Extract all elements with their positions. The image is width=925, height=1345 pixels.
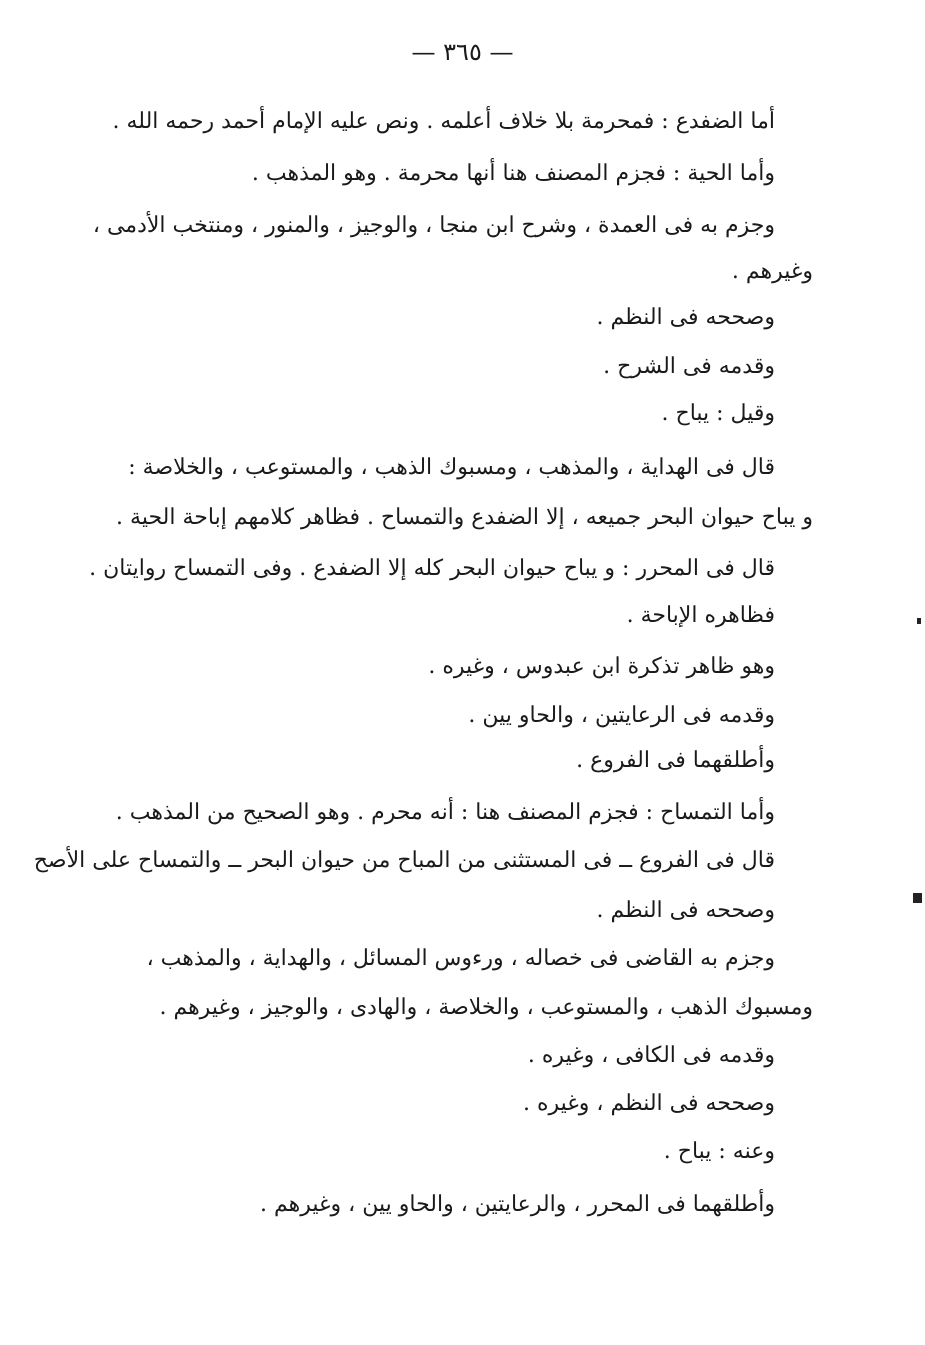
text-line: وأطلقهما فى المحرر ، والرعايتين ، والحاو يين ، وغيرهم . — [260, 1192, 775, 1217]
text-line: قال فى الهداية ، والمذهب ، ومسبوك الذهب ، والمستوعب ، والخلاصة : — [128, 455, 775, 480]
text-line: و يباح حيوان البحر جميعه ، إلا الضفدع والتمساح . فظاهر كلامهم إباحة الحية . — [116, 505, 813, 530]
text-line: وجزم به القاضى فى خصاله ، ورءوس المسائل ، والهداية ، والمذهب ، — [146, 946, 775, 971]
text-line: وهو ظاهر تذكرة ابن عبدوس ، وغيره . — [428, 654, 775, 679]
text-line: وقدمه فى الرعايتين ، والحاو يين . — [468, 703, 775, 728]
margin-mark — [917, 618, 921, 624]
text-line: وجزم به فى العمدة ، وشرح ابن منجا ، والوجيز ، والمنور ، ومنتخب الأدمى ، — [92, 213, 775, 238]
text-line: وعنه : يباح . — [663, 1139, 775, 1164]
text-line: فظاهره الإباحة . — [626, 603, 775, 628]
text-line: أما الضفدع : فمحرمة بلا خلاف أعلمه . ونص عليه الإمام أحمد رحمه الله . — [112, 109, 775, 134]
text-line: وأما التمساح : فجزم المصنف هنا : أنه محرم . وهو الصحيح من المذهب . — [115, 800, 775, 825]
page-number: — ٣٦٥ — — [411, 38, 514, 66]
text-line: وقيل : يباح . — [661, 401, 775, 426]
text-line: وأما الحية : فجزم المصنف هنا أنها محرمة . وهو المذهب . — [251, 161, 775, 186]
margin-mark — [913, 893, 922, 903]
text-line: وصححه فى النظم . — [596, 305, 775, 330]
text-line: قال فى الفروع ــ فى المستثنى من المباح من حيوان البحر ــ والتمساح على الأصح — [33, 848, 775, 873]
text-line: ومسبوك الذهب ، والمستوعب ، والخلاصة ، والهادى ، والوجيز ، وغيرهم . — [159, 995, 813, 1020]
text-line: وقدمه فى الشرح . — [603, 354, 775, 379]
text-line: وصححه فى النظم ، وغيره . — [523, 1091, 775, 1116]
text-line: وغيرهم . — [731, 259, 813, 284]
text-line: وقدمه فى الكافى ، وغيره . — [527, 1043, 775, 1068]
text-line: وصححه فى النظم . — [596, 898, 775, 923]
text-line: قال فى المحرر : و يباح حيوان البحر كله إلا الضفدع . وفى التمساح روايتان . — [89, 556, 775, 581]
text-line: وأطلقهما فى الفروع . — [576, 748, 775, 773]
